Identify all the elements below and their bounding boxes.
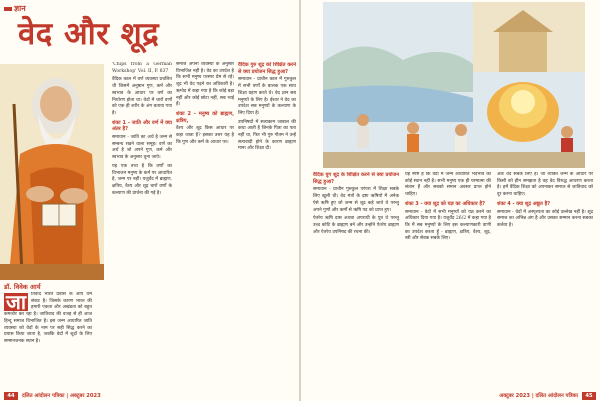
text-column-4 [238, 62, 296, 388]
paragraph: यह स्पष्ट है कि वेदों में जन्म आधारित भेदभाव का कोई स्थान नहीं है। सभी मनुष्य एक ही परमात्मा की संतान हैं और सबको समान अवसर प्राप्त होने चाहिए। [405, 172, 491, 198]
subheading: वैदिक गुरु शूद्र को शिक्षित करने से क्या प्रयोजन सिद्ध हुआ? [238, 62, 296, 75]
paragraph: तिवाद भारत प्रवास के आर्य धर्म संकट है। जिसके कारण भारत की हमारी एकता और अखंडता को बहुत कमजोर कर रहा है। जातिवाद की वजह से ही आज हिन्दू समाज विभाजित है। इस जन्म आधारित जाति व्यवस्था को वेदों के नाम पर सही सिद्ध करने का प्रयास किया जाता है, जबकि वेदों में शूद्रों के लिए सम्मानजनक स्थान है। [4, 292, 92, 344]
footer-text: अक्टूबर 2023 | दलित आंदोलन पत्रिका [499, 393, 578, 399]
subheading: वैदिक युग शूद्र के शिक्षित करने से क्या प्रयोजन सिद्ध हुआ? [313, 172, 399, 185]
left-page [0, 0, 299, 401]
paragraph: वैश्य और शूद्र किस आधार पर कहा जाता है? इसका उत्तर यह है कि गुण और कर्म के आधार पर। [176, 126, 234, 145]
subheading: शंका 4 - क्या शूद्र अछूत है? [497, 200, 551, 207]
paragraph: समाधान - प्राचीन गुरुकुल परंपरा में शिक्षा सबके लिए खुली थी। वेद मंत्रों के द्रष्टा ऋषियों में अनेक ऐसे ऋषि हुए जो जन्म से शूद्र कहे जाते थे परन्तु अपने गुणों और कर्मों से ऋषि पद को प्राप्त हुए। [313, 187, 399, 213]
paragraph: वैदिक काल में वर्ण व्यवस्था प्रचलित थी जिसमें अनुष्ठान गुण, कर्म और स्वभाव के आधार पर वर्ण का निर्धारण होता था। वेदों में चारों वर्णों को एक ही शरीर के अंग बताया गया है। [112, 77, 172, 116]
quote-line: 'Chips from a German Workshop' Vol. II, P. 837 [112, 62, 172, 74]
paragraph: ऐतरेय ऋषि दास अथवा अपराधी के पुत्र थे परन्तु उच्च कोटि के ब्राह्मण बने और उन्होंने ऐतरेय ब्राह्मण और ऐतरेय उपनिषद की रचना की। [313, 216, 399, 235]
paragraph: समाधान - जाति का अर्थ है जन्म से सम्बन्ध रखने वाला समूह। वर्ण का अर्थ है जो अपने गुण, कर्म और स्वभाव के अनुसार चुना जाये। [112, 135, 172, 161]
text-column-5 [313, 172, 399, 386]
subheading: शंका 3 - क्या शूद्र को यज्ञ का अधिकार है? [405, 200, 485, 207]
article-title: वेद और शूद्र [18, 16, 160, 52]
paragraph: समाज अपनी व्यवस्था के अनुसार विभाजित नहीं है। वेद का उपदेश है कि सभी मनुष्य परस्पर प्रेम से रहें। शूद्र भी वेद पढ़ने का अधिकारी है। ऋग्वेद में कहा गया है कि कोई बड़ा नहीं और कोई छोटा नहीं, सब भाई हैं। [176, 62, 234, 108]
text-column-1 [4, 292, 92, 388]
paragraph: उपनिषदों में सत्यकाम जाबाल की कथा आती है जिनके पिता का पता नहीं था, फिर भी गुरु गौतम ने उन्हें सत्यवादी होने के कारण ब्राह्मण माना और शिक्षा दी। [238, 119, 296, 152]
page-number: 44 [4, 392, 18, 400]
drop-cap: जा [6, 292, 27, 314]
left-footer [0, 391, 299, 401]
paragraph: अतः वेद सबके लिए है। जो व्यक्ति जन्म के आधार पर किसी को हीन समझता है वह वेद विरुद्ध आचरण करता है। हमें वैदिक शिक्षा को अपनाकर समाज से जातिवाद को दूर करना चाहिए। [497, 172, 593, 198]
paragraph: समाधान - वेदों में सभी मनुष्यों को यज्ञ करने का अधिकार दिया गया है। यजुर्वेद 26/2 में कहा गया है कि मैं सब मनुष्यों के लिए इस कल्याणकारी वाणी का उपदेश करता हूँ - ब्राह्मण, क्षत्रिय, वैश्य, शूद्र, स्त्री और सेवक सबके लिए। [405, 209, 491, 242]
text-column-7 [497, 172, 593, 386]
right-footer [301, 391, 600, 401]
subheading: शंका 1 - जाति और वर्ण में क्या अंतर है? [112, 119, 172, 133]
ritual-scene-illustration [323, 2, 585, 168]
text-column-2 [112, 62, 172, 388]
paragraph: समाधान - वेदों में अस्पृश्यता का कोई उल्लेख नहीं है। शूद्र समाज का अभिन्न अंग है और उसका सम्मान करना सबका कर्तव्य है। [497, 209, 593, 228]
sage-illustration [0, 64, 104, 280]
subheading: शंका 2 - मनुष्य को ब्राह्मण, क्षत्रिय, [176, 110, 234, 124]
author-name: डॉ. विवेक आर्य [4, 283, 41, 291]
paragraph: यह एक तथ्य है कि वर्णों का विभाजन मनुष्य के कर्म पर आधारित है, जन्म पर नहीं। यजुर्वेद में ब्राह्मण, क्षत्रिय, वैश्य और शूद्र चारों वर्णों के कल्याण की प्रार्थना की गई है। [112, 163, 172, 196]
text-column-3 [176, 62, 234, 388]
footer-text: दलित आंदोलन पत्रिका | अक्टूबर 2023 [22, 393, 101, 399]
paragraph: समाधान - प्राचीन काल में गुरुकुल में सभी वर्णों के बालक एक साथ शिक्षा ग्रहण करते थे। वेद ज्ञान सब मनुष्यों के लिए है। ईश्वर ने वेद का उपदेश सब मनुष्यों के कल्याण के लिए दिया है। [238, 77, 296, 116]
right-page [301, 0, 600, 401]
section-tag: ज्ञान [4, 3, 26, 14]
page-number: 45 [582, 392, 596, 400]
text-column-6 [405, 172, 491, 386]
